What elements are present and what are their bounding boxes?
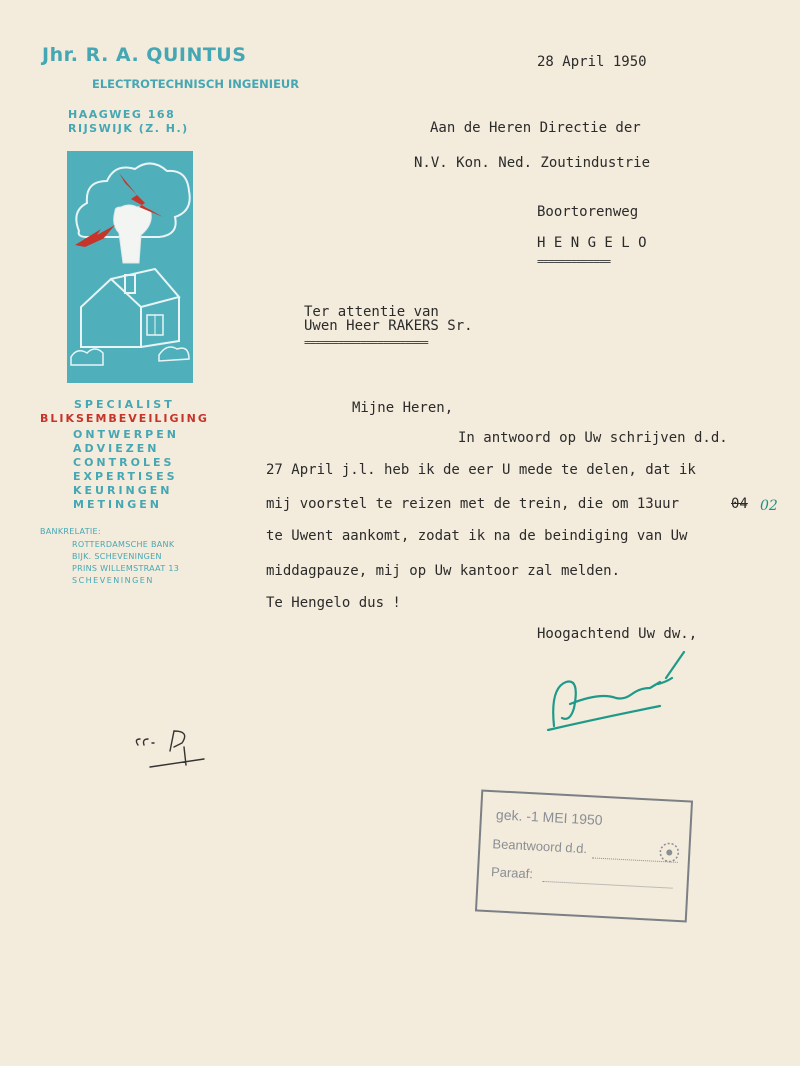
attention-line2: Uwen Heer RAKERS Sr.	[304, 318, 473, 334]
body-line: Te Hengelo dus !	[266, 595, 401, 611]
specialist-label: SPECIALIST	[74, 398, 175, 411]
attention-line1: Ter attentie van	[304, 304, 439, 320]
letter-date: 28 April 1950	[537, 54, 647, 70]
bank-label: BANKRELATIE:	[40, 527, 101, 536]
recipient-city: H E N G E L O	[537, 235, 647, 251]
stamp-date: gek. -1 MEI 1950	[495, 806, 603, 828]
sender-name: Jhr. R. A. QUINTUS	[42, 44, 247, 66]
body-line: 27 April j.l. heb ik de eer U mede te delen, dat ik	[266, 462, 696, 478]
attention-underline: ======================	[304, 336, 428, 349]
body-line: middagpauze, mij op Uw kantoor zal melden.	[266, 563, 621, 579]
body-line: In antwoord op Uw schrijven d.d.	[458, 430, 728, 446]
received-stamp	[475, 790, 693, 923]
bank-line: SCHEVENINGEN	[72, 576, 154, 585]
service-item: ONTWERPEN	[73, 428, 179, 441]
closing: Hoogachtend Uw dw.,	[537, 626, 698, 642]
stamp-answered: Beantwoord d.d.	[492, 836, 588, 857]
city-underline: =============	[537, 255, 611, 268]
recipient-street: Boortorenweg	[537, 204, 639, 220]
stamp-emblem-icon	[658, 841, 681, 864]
service-item: CONTROLES	[73, 456, 175, 469]
sender-address-city: RIJSWIJK (Z. H.)	[68, 122, 189, 135]
bank-line: ROTTERDAMSCHE BANK	[72, 540, 175, 549]
sender-address-street: HAAGWEG 168	[68, 108, 176, 121]
bank-line: PRINS WILLEMSTRAAT 13	[72, 564, 180, 573]
recipient-line2: N.V. Kon. Ned. Zoutindustrie	[414, 155, 651, 171]
lightning-hand-house-illustration	[67, 151, 193, 383]
sender-title: ELECTROTECHNISCH INGENIEUR	[92, 77, 300, 91]
salutation: Mijne Heren,	[352, 400, 454, 416]
specialty-label: BLIKSEMBEVEILIGING	[40, 412, 209, 425]
body-line: te Uwent aankomt, zodat ik na de beindiging van Uw	[266, 528, 688, 544]
stamp-paraaf: Paraaf:	[490, 864, 534, 882]
handwritten-correction: 02	[760, 498, 778, 514]
service-item: KEURINGEN	[73, 484, 173, 497]
service-item: ADVIEZEN	[73, 442, 160, 455]
service-item: EXPERTISES	[73, 470, 178, 483]
body-line: mij voorstel te reizen met de trein, die om 13uur	[266, 496, 680, 512]
bank-line: BIJK. SCHEVENINGEN	[72, 552, 162, 561]
struck-time-value: 04	[731, 496, 748, 512]
initials-mark-icon	[130, 725, 220, 775]
signature-icon	[540, 648, 690, 738]
stamp-paraaf-line	[543, 881, 673, 889]
recipient-line1: Aan de Heren Directie der	[430, 120, 641, 136]
service-item: METINGEN	[73, 498, 163, 511]
